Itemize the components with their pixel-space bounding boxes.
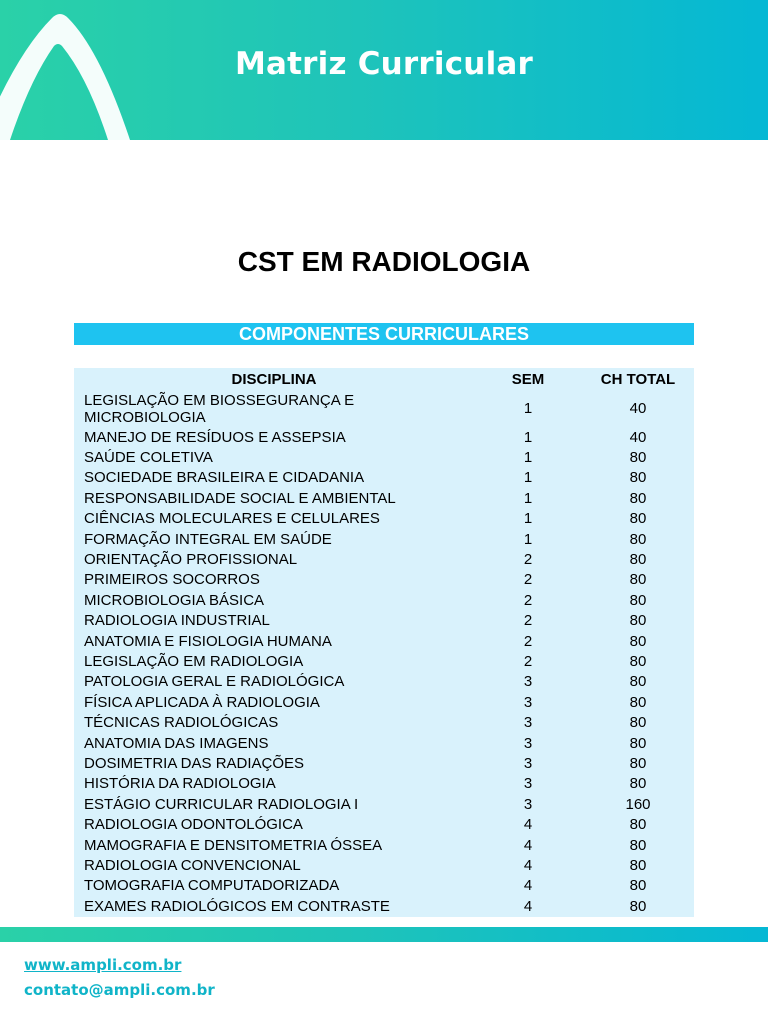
email-link[interactable]: contato@ampli.com.br [24, 981, 215, 999]
cell-sem: 1 [523, 469, 533, 487]
table-row [74, 876, 694, 896]
cell-sem: 4 [523, 897, 533, 915]
cell-disciplina: MANEJO DE RESÍDUOS E ASSEPSIA [84, 428, 346, 446]
cell-sem: 2 [523, 652, 533, 670]
cell-sem: 2 [523, 612, 533, 630]
cell-sem: 2 [523, 632, 533, 650]
cell-sem: 1 [523, 428, 533, 446]
cell-disciplina: PATOLOGIA GERAL E RADIOLÓGICA [84, 673, 345, 691]
column-header-disciplina: DISCIPLINA [231, 370, 317, 388]
cell-ch-total: 80 [629, 489, 647, 507]
cell-sem: 3 [523, 714, 533, 732]
cell-ch-total: 80 [629, 775, 647, 793]
cell-sem: 1 [523, 530, 533, 548]
cell-ch-total: 80 [629, 591, 647, 609]
cell-sem: 1 [523, 489, 533, 507]
cell-disciplina: PRIMEIROS SOCORROS [84, 571, 260, 589]
table-row [74, 427, 694, 447]
cell-disciplina: LEGISLAÇÃO EM RADIOLOGIA [84, 652, 304, 670]
cell-disciplina: HISTÓRIA DA RADIOLOGIA [84, 775, 276, 793]
cell-sem: 3 [523, 775, 533, 793]
cell-disciplina: ANATOMIA DAS IMAGENS [84, 734, 269, 752]
cell-disciplina: MAMOGRAFIA E DENSITOMETRIA ÓSSEA [84, 836, 383, 854]
cell-disciplina: FORMAÇÃO INTEGRAL EM SAÚDE [84, 530, 332, 548]
cell-disciplina: SAÚDE COLETIVA [84, 449, 213, 467]
table-row [74, 651, 694, 671]
table-row [74, 631, 694, 651]
cell-sem: 2 [523, 591, 533, 609]
cell-sem: 2 [523, 551, 533, 569]
table-row [74, 855, 694, 875]
cell-sem: 1 [523, 510, 533, 528]
column-header-ch-total: CH TOTAL [600, 370, 676, 388]
table-row [74, 672, 694, 692]
header-banner [0, 0, 768, 140]
cell-disciplina: DOSIMETRIA DAS RADIAÇÕES [84, 754, 305, 772]
cell-ch-total: 80 [629, 449, 647, 467]
cell-sem: 1 [523, 449, 533, 467]
cell-ch-total: 80 [629, 632, 647, 650]
cell-disciplina: ANATOMIA E FISIOLOGIA HUMANA [84, 632, 332, 650]
cell-sem: 3 [523, 754, 533, 772]
cell-ch-total: 160 [625, 795, 651, 813]
curriculum-table-container [74, 368, 694, 917]
cell-disciplina: RESPONSABILIDADE SOCIAL E AMBIENTAL [84, 489, 396, 507]
cell-ch-total: 80 [629, 816, 647, 834]
cell-ch-total: 80 [629, 734, 647, 752]
table-row [74, 390, 694, 427]
curriculum-table [74, 368, 694, 916]
table-row [74, 814, 694, 834]
cell-ch-total: 80 [629, 673, 647, 691]
cell-disciplina: RADIOLOGIA ODONTOLÓGICA [84, 816, 303, 834]
table-row [74, 753, 694, 773]
cell-sem: 3 [523, 693, 533, 711]
website-link[interactable]: www.ampli.com.br [24, 956, 182, 974]
table-header-row [74, 368, 694, 390]
cell-disciplina: MICROBIOLOGIA BÁSICA [84, 591, 265, 609]
cell-ch-total: 40 [629, 428, 647, 446]
cell-ch-total: 80 [629, 877, 647, 895]
table-row [74, 896, 694, 916]
table-row [74, 509, 694, 529]
table-row [74, 611, 694, 631]
cell-ch-total: 80 [629, 551, 647, 569]
table-row [74, 774, 694, 794]
table-row [74, 529, 694, 549]
table-row [74, 488, 694, 508]
cell-sem: 3 [523, 795, 533, 813]
table-row [74, 733, 694, 753]
table-row [74, 447, 694, 467]
cell-disciplina: TÉCNICAS RADIOLÓGICAS [84, 714, 279, 732]
cell-disciplina: SOCIEDADE BRASILEIRA E CIDADANIA [84, 469, 365, 487]
footer-bar [0, 927, 768, 942]
cell-disciplina: LEGISLAÇÃO EM BIOSSEGURANÇA E MICROBIOLOGIA [84, 391, 355, 426]
cell-sem: 4 [523, 856, 533, 874]
cell-disciplina: CIÊNCIAS MOLECULARES E CELULARES [84, 510, 380, 528]
cell-disciplina: RADIOLOGIA CONVENCIONAL [84, 856, 301, 874]
table-row [74, 794, 694, 814]
cell-disciplina: FÍSICA APLICADA À RADIOLOGIA [84, 693, 320, 711]
cell-disciplina: RADIOLOGIA INDUSTRIAL [84, 612, 270, 630]
cell-sem: 3 [523, 734, 533, 752]
table-row [74, 835, 694, 855]
cell-disciplina: TOMOGRAFIA COMPUTADORIZADA [84, 877, 340, 895]
cell-ch-total: 80 [629, 714, 647, 732]
table-row [74, 549, 694, 569]
cell-sem: 4 [523, 836, 533, 854]
cell-ch-total: 40 [629, 400, 647, 417]
cell-sem: 4 [523, 877, 533, 895]
table-row [74, 570, 694, 590]
table-body [74, 390, 694, 916]
cell-disciplina: ESTÁGIO CURRICULAR RADIOLOGIA I [84, 795, 359, 813]
cell-sem: 2 [523, 571, 533, 589]
cell-ch-total: 80 [629, 612, 647, 630]
cell-disciplina: EXAMES RADIOLÓGICOS EM CONTRASTE [84, 897, 390, 915]
section-title-bar: COMPONENTES CURRICULARES [74, 323, 694, 345]
cell-ch-total: 80 [629, 693, 647, 711]
document-title: CST EM RADIOLOGIA [237, 246, 531, 277]
cell-ch-total: 80 [629, 836, 647, 854]
table-row [74, 692, 694, 712]
table-row [74, 468, 694, 488]
column-header-sem: SEM [511, 370, 545, 388]
cell-ch-total: 80 [629, 469, 647, 487]
cell-ch-total: 80 [629, 571, 647, 589]
cell-sem: 1 [523, 400, 533, 417]
table-row [74, 712, 694, 732]
header-title: Matriz Curricular [234, 46, 534, 82]
cell-ch-total: 80 [629, 897, 647, 915]
table-row [74, 590, 694, 610]
cell-ch-total: 80 [629, 856, 647, 874]
cell-disciplina: ORIENTAÇÃO PROFISSIONAL [84, 551, 298, 569]
cell-ch-total: 80 [629, 510, 647, 528]
cell-sem: 3 [523, 673, 533, 691]
cell-ch-total: 80 [629, 530, 647, 548]
cell-sem: 4 [523, 816, 533, 834]
cell-ch-total: 80 [629, 652, 647, 670]
cell-ch-total: 80 [629, 754, 647, 772]
